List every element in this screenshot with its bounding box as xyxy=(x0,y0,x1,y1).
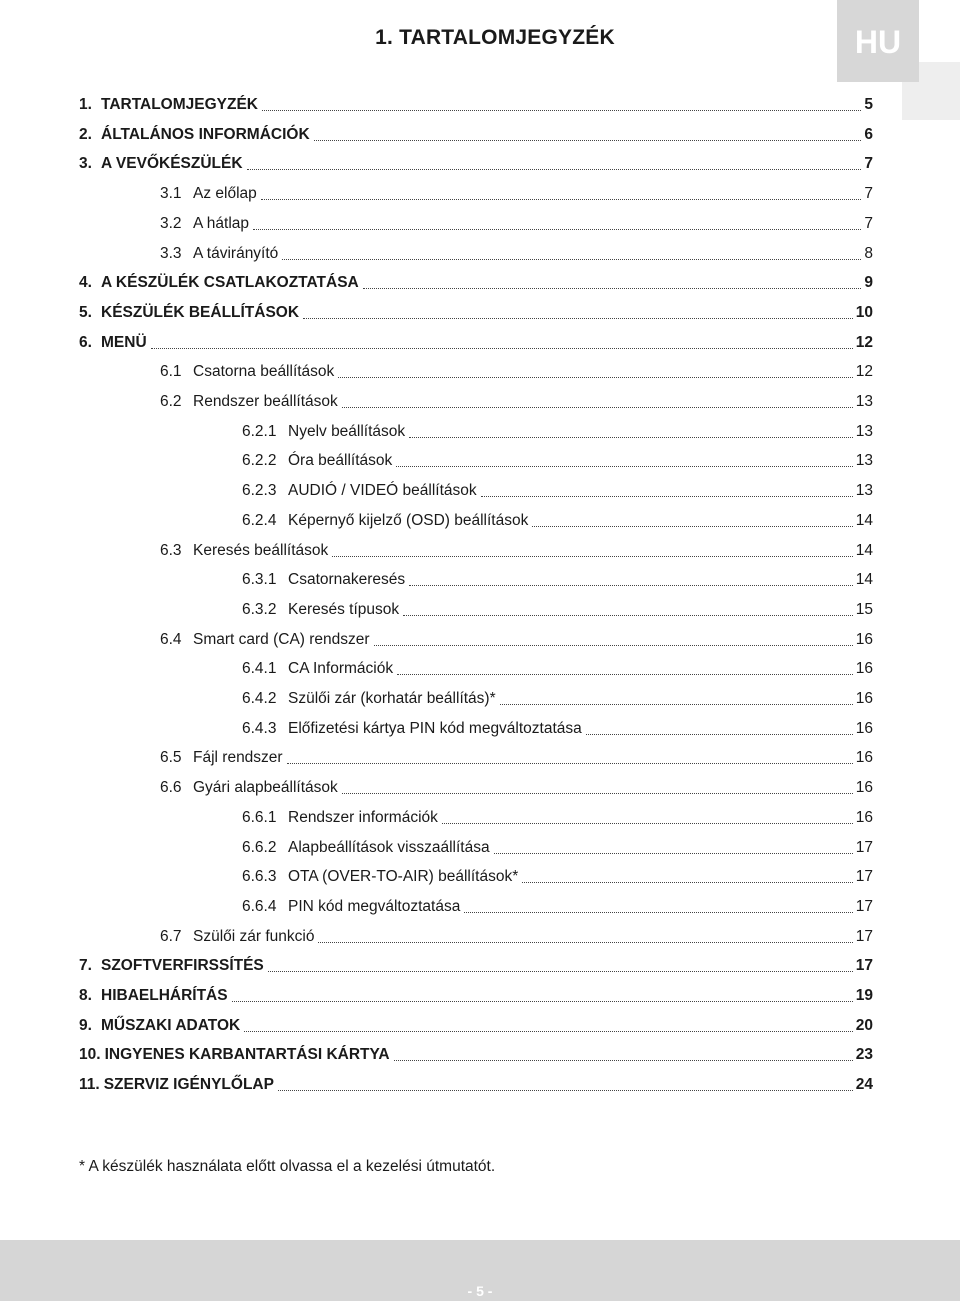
toc-dot-leader xyxy=(409,585,853,586)
toc-dot-leader xyxy=(303,318,853,319)
toc-entry-label: ÁLTALÁNOS INFORMÁCIÓK xyxy=(101,125,310,143)
toc-entry-label: Alapbeállítások visszaállítása xyxy=(288,838,490,856)
toc-dot-leader xyxy=(261,199,862,200)
toc-entry-number: 3. xyxy=(79,155,92,173)
toc-entry-page: 13 xyxy=(855,452,873,470)
toc-entry-number: 6.6.3 xyxy=(242,868,277,886)
toc-entry-page: 19 xyxy=(855,987,873,1004)
toc-entry-label: INGYENES KARBANTARTÁSI KÁRTYA xyxy=(104,1046,390,1064)
toc-entry xyxy=(79,1006,873,1036)
toc-entry-page: 7 xyxy=(864,214,873,232)
toc-entry-page: 13 xyxy=(855,422,873,440)
toc-entry-number: 6.4.3 xyxy=(242,719,277,737)
toc-entry-page: 16 xyxy=(855,779,873,797)
toc-entry xyxy=(79,293,873,323)
toc-dot-leader xyxy=(586,734,853,735)
toc-entry-number: 6.2.2 xyxy=(242,452,277,470)
toc-entry-label: HIBAELHÁRÍTÁS xyxy=(101,987,228,1004)
toc-entry xyxy=(79,946,873,976)
toc-entry-number: 5. xyxy=(79,303,92,321)
toc-dot-leader xyxy=(318,942,852,943)
toc-entry-number: 11. xyxy=(79,1076,100,1094)
toc-entry-page: 16 xyxy=(855,719,873,737)
toc-dot-leader xyxy=(363,288,862,289)
toc-entry-label: MENÜ xyxy=(101,333,147,351)
toc-entry-page: 24 xyxy=(855,1076,873,1094)
toc-dot-leader xyxy=(464,912,852,913)
toc-entry-number: 6.6.4 xyxy=(242,897,277,915)
toc-entry-label: A távirányító xyxy=(193,244,279,262)
toc-entry xyxy=(242,887,873,917)
toc-entry xyxy=(79,323,873,353)
toc-entry-label: Csatornakeresés xyxy=(288,571,406,589)
toc-entry-page: 8 xyxy=(864,244,873,262)
toc-entry xyxy=(242,471,873,501)
toc-entry-number: 3.3 xyxy=(160,244,182,262)
toc-dot-leader xyxy=(396,466,853,467)
toc-entry-label: Rendszer információk xyxy=(288,808,438,826)
toc-entry-label: CA Információk xyxy=(288,660,394,678)
toc-entry xyxy=(160,174,873,204)
toc-entry-label: AUDIÓ / VIDEÓ beállítások xyxy=(288,482,477,500)
toc-entry xyxy=(160,738,873,768)
toc-dot-leader xyxy=(314,140,862,141)
toc-entry-page: 17 xyxy=(855,897,873,915)
toc-entry-label: Keresés beállítások xyxy=(193,541,329,559)
toc-entry-label: Óra beállítások xyxy=(288,452,393,470)
toc-entry-number: 9. xyxy=(79,1016,92,1034)
toc-dot-leader xyxy=(374,645,853,646)
toc-dot-leader xyxy=(442,823,853,824)
toc-dot-leader xyxy=(287,763,853,764)
toc-dot-leader xyxy=(522,882,852,883)
toc-entry-label: A VEVŐKÉSZÜLÉK xyxy=(101,155,243,173)
toc-entry-page: 14 xyxy=(855,571,873,589)
toc-entry xyxy=(160,531,873,561)
toc-entry-number: 6.4.1 xyxy=(242,660,277,678)
toc-entry-label: Keresés típusok xyxy=(288,600,400,618)
toc-entry-number: 6. xyxy=(79,333,92,351)
toc-entry-page: 23 xyxy=(855,1046,873,1064)
toc-entry-page: 17 xyxy=(855,927,873,945)
toc-entry xyxy=(242,501,873,531)
toc-entry xyxy=(242,560,873,590)
toc-entry-page: 6 xyxy=(864,125,873,143)
toc-entry-page: 9 xyxy=(864,274,873,292)
toc-entry-number: 6.2.4 xyxy=(242,511,277,529)
toc-dot-leader xyxy=(232,1001,853,1002)
toc-dot-leader xyxy=(394,1060,853,1061)
toc-entry-label: TARTALOMJEGYZÉK xyxy=(101,96,259,113)
toc-entry-page: 12 xyxy=(855,333,873,351)
toc-entry-number: 6.2.1 xyxy=(242,422,277,440)
toc-entry-label: Nyelv beállítások xyxy=(288,422,406,440)
page-title: 1. TARTALOMJEGYZÉK xyxy=(375,26,615,49)
toc-entry xyxy=(242,649,873,679)
language-badge: HU xyxy=(837,0,919,82)
toc-entry-label: SZERVIZ IGÉNYLŐLAP xyxy=(103,1076,274,1094)
toc-entry-page: 7 xyxy=(864,155,873,173)
toc-entry-page: 16 xyxy=(855,660,873,678)
toc-entry-number: 2. xyxy=(79,125,92,143)
toc-entry xyxy=(160,917,873,947)
toc-entry-page: 13 xyxy=(855,393,873,410)
toc-entry xyxy=(79,1065,873,1095)
toc-entry-number: 6.3.1 xyxy=(242,571,277,589)
toc-entry-number: 4. xyxy=(79,274,92,292)
toc-entry-page: 5 xyxy=(864,96,873,113)
toc-entry-number: 8. xyxy=(79,987,92,1004)
toc-entry xyxy=(160,768,873,798)
toc-dot-leader xyxy=(332,556,852,557)
toc-dot-leader xyxy=(268,971,853,972)
toc-entry-page: 16 xyxy=(855,749,873,767)
toc-entry-number: 1. xyxy=(79,96,92,113)
toc-dot-leader xyxy=(481,496,853,497)
toc-entry-page: 17 xyxy=(855,957,873,975)
toc-entry-number: 6.3 xyxy=(160,541,182,559)
toc-entry xyxy=(242,857,873,887)
toc-entry xyxy=(160,382,873,412)
toc-entry-page: 12 xyxy=(855,363,873,381)
toc-entry xyxy=(242,679,873,709)
toc-entry xyxy=(242,798,873,828)
toc-entry-label: Szülői zár funkció xyxy=(193,927,315,945)
toc-dot-leader xyxy=(244,1031,853,1032)
toc-entry xyxy=(79,1035,873,1065)
toc-entry-label: Gyári alapbeállítások xyxy=(193,779,338,797)
toc-entry xyxy=(79,85,873,115)
toc-entry xyxy=(79,115,873,145)
toc-entry xyxy=(242,590,873,620)
toc-entry-label: Az előlap xyxy=(193,185,257,203)
toc-entry xyxy=(242,412,873,442)
page-number: - 5 - xyxy=(467,1283,493,1299)
toc-entry-page: 10 xyxy=(855,303,873,321)
toc-entry-label: A KÉSZÜLÉK CSATLAKOZTATÁSA xyxy=(101,274,359,292)
toc-dot-leader xyxy=(409,437,853,438)
toc-entry-number: 6.4 xyxy=(160,630,182,648)
toc-entry xyxy=(160,620,873,650)
toc-entry-number: 7. xyxy=(79,957,92,975)
toc-dot-leader xyxy=(278,1090,853,1091)
toc-entry-page: 14 xyxy=(855,541,873,559)
toc-dot-leader xyxy=(262,110,861,111)
toc-entry-number: 6.3.2 xyxy=(242,600,277,618)
toc-entry-label: Rendszer beállítások xyxy=(193,393,338,410)
toc-dot-leader xyxy=(151,348,853,349)
toc-dot-leader xyxy=(342,793,853,794)
toc-entry-label: OTA (OVER-TO-AIR) beállítások* xyxy=(288,868,519,886)
toc-dot-leader xyxy=(253,229,861,230)
footnote: * A készülék használata előtt olvassa el a kezelési útmutatót. xyxy=(79,1158,496,1175)
toc-entry-page: 7 xyxy=(864,185,873,203)
toc-entry xyxy=(242,441,873,471)
toc-entry-number: 6.2.3 xyxy=(242,482,277,500)
toc-entry-number: 6.4.2 xyxy=(242,690,277,707)
toc-dot-leader xyxy=(282,259,861,260)
toc-dot-leader xyxy=(338,377,852,378)
toc-entry-label: KÉSZÜLÉK BEÁLLÍTÁSOK xyxy=(101,303,300,321)
toc-entry xyxy=(160,234,873,264)
toc-entry xyxy=(242,828,873,858)
toc-entry-label: Előfizetési kártya PIN kód megváltoztatása xyxy=(288,719,582,737)
toc-entry-number: 6.7 xyxy=(160,927,182,945)
toc-entry-label: MŰSZAKI ADATOK xyxy=(101,1016,241,1034)
toc-entry-page: 14 xyxy=(855,511,873,529)
toc-entry xyxy=(160,204,873,234)
toc-entry xyxy=(79,263,873,293)
toc-dot-leader xyxy=(532,526,852,527)
toc-entry-page: 17 xyxy=(855,868,873,886)
toc-dot-leader xyxy=(247,169,862,170)
toc-entry-page: 16 xyxy=(855,808,873,826)
toc-entry xyxy=(79,144,873,174)
toc-dot-leader xyxy=(500,704,853,705)
toc-entry-label: Fájl rendszer xyxy=(193,749,283,767)
toc-entry xyxy=(160,352,873,382)
toc-entry-page: 13 xyxy=(855,482,873,500)
toc-entry-number: 6.6 xyxy=(160,779,182,797)
toc-entry-label: PIN kód megváltoztatása xyxy=(288,897,461,915)
toc-entry-number: 3.2 xyxy=(160,214,182,232)
toc-entry-page: 16 xyxy=(855,630,873,648)
toc-dot-leader xyxy=(397,674,853,675)
toc-entry-page: 16 xyxy=(855,690,873,707)
toc-entry-label: Szülői zár (korhatár beállítás)* xyxy=(288,690,496,707)
toc-entry-label: Csatorna beállítások xyxy=(193,363,335,381)
toc-entry xyxy=(79,976,873,1006)
toc-entry-number: 6.1 xyxy=(160,363,182,381)
toc-entry-page: 15 xyxy=(855,600,873,618)
toc-entry-number: 3.1 xyxy=(160,185,182,203)
toc-entry-number: 6.5 xyxy=(160,749,182,767)
toc-entry-label: Képernyő kijelző (OSD) beállítások xyxy=(288,511,529,529)
toc-entry-page: 17 xyxy=(855,838,873,856)
toc-dot-leader xyxy=(403,615,853,616)
toc-entry xyxy=(242,709,873,739)
toc-entry-number: 10. xyxy=(79,1046,101,1064)
toc-entry-number: 6.2 xyxy=(160,393,182,410)
toc-dot-leader xyxy=(342,407,853,408)
toc-entry-page: 20 xyxy=(855,1016,873,1034)
toc-entry-label: SZOFTVERFIRSSÍTÉS xyxy=(101,957,264,975)
toc-entry-label: Smart card (CA) rendszer xyxy=(193,630,370,648)
toc-entry-number: 6.6.1 xyxy=(242,808,277,826)
toc-entry-number: 6.6.2 xyxy=(242,838,277,856)
toc-dot-leader xyxy=(494,853,853,854)
toc-entry-label: A hátlap xyxy=(193,214,250,232)
